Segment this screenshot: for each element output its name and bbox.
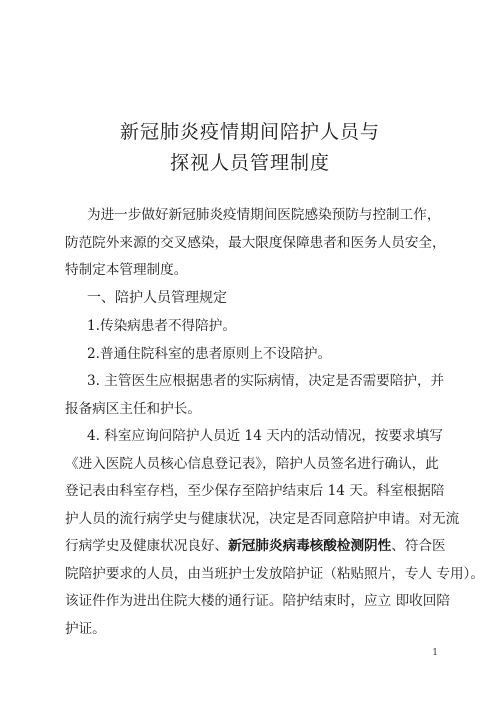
document-title-line-1: 新冠肺炎疫情期间陪护人员与 xyxy=(119,121,380,143)
page-number: 1 xyxy=(432,648,438,658)
item-4-line: 4. 科室应询问陪护人员近 14 天内的活动情况，按要求填写 xyxy=(87,428,443,444)
item-4-line: 护人员的流行病学史与健康状况，决定是否同意陪护申请。对无流 xyxy=(65,510,460,527)
item-1: 1.传染病患者不得陪护。 xyxy=(87,318,236,334)
item-4-line: 登记表由科室存档，至少保存至陪护结束后 14 天。科室根据陪 xyxy=(65,483,445,499)
item-4-bold-text: 新冠肺炎病毒核酸检测阴性 xyxy=(228,538,392,554)
document-title-line-2: 探视人员管理制度 xyxy=(169,152,330,174)
intro-line: 为进一步做好新冠肺炎疫情期间医院感染预防与控制工作， xyxy=(87,207,441,223)
section-heading: 一、陪护人员管理规定 xyxy=(87,290,227,306)
item-4-text: 、符合医 xyxy=(391,538,446,554)
item-3-line: 报备病区主任和护长。 xyxy=(65,400,201,417)
item-4-line: 院陪护要求的人员，由当班护士发放陪护证（粘贴照片，专人 专用）。 xyxy=(65,565,484,582)
item-4-line: 护证。 xyxy=(65,620,106,637)
item-4-line: 《进入医院人员核心信息登记表》，陪护人员签名进行确认，此 xyxy=(65,455,439,472)
intro-line: 特制定本管理制度。 xyxy=(65,262,188,278)
item-3-line: 3. 主管医生应根据患者的实际病情，决定是否需要陪护，并 xyxy=(87,373,445,389)
item-4-text: 行病学史及健康状况良好、 xyxy=(65,538,229,554)
section-body xyxy=(65,313,484,643)
intro-line: 防范院外来源的交叉感染，最大限度保障患者和医务人员安全， xyxy=(65,234,446,251)
intro-paragraph xyxy=(65,202,455,285)
item-4-line: 该证件作为进出住院大楼的通行证。陪护结束时，应立 即收回陪 xyxy=(65,593,450,609)
item-2: 2.普通住院科室的患者原则上不设陪护。 xyxy=(87,345,332,362)
item-4-line xyxy=(65,533,455,561)
